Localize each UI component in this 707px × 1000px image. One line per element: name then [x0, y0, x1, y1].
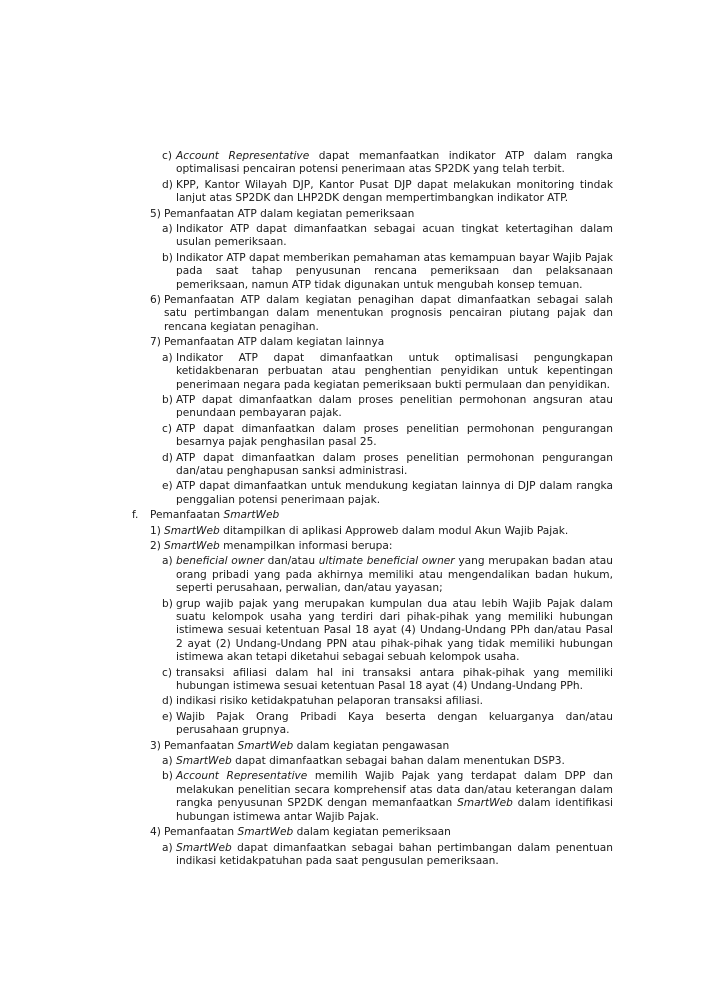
- list-marker: d): [162, 451, 173, 464]
- list-item: [0, 179, 707, 206]
- list-item-text: transaksi afiliasi dalam hal ini transaksi antara pihak-pihak yang memiliki hubungan istimewa sesuai ketentuan Pasal 18 ayat (4) Undang-Undang PPh.: [176, 666, 613, 693]
- list-item: [0, 394, 707, 421]
- list-item: [0, 695, 707, 708]
- list-item-text: ATP dapat dimanfaatkan dalam proses penelitian permohonan angsuran atau penundaan pembayaran pajak.: [176, 393, 613, 420]
- list-item: [0, 598, 707, 665]
- list-marker: 1): [150, 524, 161, 537]
- list-marker: a): [162, 223, 173, 236]
- list-item: [0, 667, 707, 694]
- list-item-text: KPP, Kantor Wilayah DJP, Kantor Pusat DJP dapat melakukan monitoring tindak lanjut atas SP2DK dan LHP2DK dengan mempertimbangkan indikator ATP.: [176, 178, 613, 205]
- list-item: [0, 755, 707, 768]
- list-marker: 5): [150, 207, 161, 220]
- list-item: [0, 555, 707, 595]
- list-item-text: Pemanfaatan ATP dalam kegiatan penagihan dapat dimanfaatkan sebagai salah satu pertimbangan dalam menentukan prognosis pencairan piutang pajak dan rencana kegiatan penagihan.: [164, 294, 613, 333]
- list-marker: d): [162, 695, 173, 708]
- list-item: [0, 509, 707, 522]
- list-marker: c): [162, 666, 172, 679]
- list-marker: 4): [150, 826, 161, 839]
- list-item: [0, 770, 707, 824]
- list-marker: b): [162, 393, 173, 406]
- list-marker: a): [162, 755, 173, 768]
- list-item: [0, 525, 707, 538]
- list-item-text: ATP dapat dimanfaatkan dalam proses penelitian permohonan pengurangan dan/atau penghapusan sanksi administrasi.: [176, 451, 613, 477]
- list-marker: 2): [150, 539, 161, 552]
- list-item-text: SmartWeb ditampilkan di aplikasi Approweb dalam modul Akun Wajib Pajak.: [164, 524, 569, 537]
- list-item: [0, 711, 707, 738]
- list-item: [0, 208, 707, 221]
- list-item: [0, 423, 707, 450]
- list-marker: b): [162, 597, 173, 610]
- list-item-text: beneficial owner dan/atau ultimate beneficial owner yang merupakan badan atau orang pribadi yang pada akhirnya memiliki atau mengendalikan badan hukum, seperti perusahaan, perwalian, dan/atau yayasan;: [176, 555, 613, 595]
- list-item: [0, 150, 707, 177]
- list-item-text: ATP dapat dimanfaatkan dalam proses penelitian permohonan pengurangan besarnya pajak penghasilan pasal 25.: [176, 422, 613, 449]
- list-item-text: Indikator ATP dapat memberikan pemahaman atas kemampuan bayar Wajib Pajak pada saat tahap penyusunan rencana pemeriksaan dan pelaksanaan pemeriksaan, namun ATP tidak digunakan untuk mengubah konsep temuan.: [176, 251, 613, 291]
- list-marker: a): [162, 841, 173, 854]
- list-item-text: Pemanfaatan SmartWeb: [150, 509, 280, 522]
- list-marker: c): [162, 150, 172, 162]
- list-item-text: SmartWeb dapat dimanfaatkan sebagai bahan pertimbangan dalam penentuan indikasi ketidakpatuhan pada saat pengusulan pemeriksaan.: [176, 841, 613, 867]
- list-marker: 3): [150, 739, 161, 752]
- list-marker: c): [162, 422, 172, 435]
- list-marker: e): [162, 710, 173, 723]
- list-item: [0, 842, 707, 869]
- list-marker: a): [162, 555, 173, 568]
- list-item-text: Pemanfaatan SmartWeb dalam kegiatan pemeriksaan: [164, 826, 451, 839]
- list-item: [0, 223, 707, 250]
- list-marker: a): [162, 351, 173, 364]
- list-item: [0, 452, 707, 479]
- list-item-text: Pemanfaatan ATP dalam kegiatan pemeriksaan: [164, 207, 415, 220]
- list-item-text: Account Representative memilih Wajib Pajak yang terdapat dalam DPP dan melakukan penelitian secara komprehensif atas data dan/atau keterangan dalam rangka penyusunan SP2DK dengan memanfaatkan SmartWeb dalam identifikasi hubungan istimewa antar Wajib Pajak.: [176, 770, 613, 823]
- list-marker: e): [162, 480, 173, 493]
- list-marker: b): [162, 251, 173, 264]
- list-item-text: Pemanfaatan SmartWeb dalam kegiatan pengawasan: [164, 739, 450, 752]
- list-item-text: Wajib Pajak Orang Pribadi Kaya beserta dengan keluarganya dan/atau perusahaan grupnya.: [176, 710, 613, 737]
- list-item-text: SmartWeb dapat dimanfaatkan sebagai bahan dalam menentukan DSP3.: [176, 755, 565, 768]
- document-page: [0, 150, 707, 868]
- list-item-text: Indikator ATP dapat dimanfaatkan sebagai acuan tingkat ketertagihan dalam usulan pemeriksaan.: [176, 223, 613, 249]
- list-item: [0, 336, 707, 349]
- list-item: [0, 252, 707, 292]
- list-item: [0, 294, 707, 334]
- list-marker: 7): [150, 336, 161, 349]
- list-marker: b): [162, 770, 173, 783]
- list-item: [0, 540, 707, 553]
- list-marker: 6): [150, 294, 161, 307]
- list-item-text: grup wajib pajak yang merupakan kumpulan dua atau lebih Wajib Pajak dalam suatu kelompok usaha yang terdiri dari pihak-pihak yang memiliki hubungan istimewa sesuai ketentuan Pasal 18 ayat (4) Undang-Undang PPh dan/atau Pasal 2 ayat (2) Undang-Undang PPN atau pihak-pihak yang tidak memiliki hubungan istimewa akan tetapi diketahui sebagai sebuah kelompok usaha.: [176, 597, 613, 664]
- list-item: [0, 480, 707, 507]
- list-item-text: Account Representative dapat memanfaatkan indikator ATP dalam rangka optimalisasi pencairan potensi penerimaan atas SP2DK yang telah terbit.: [176, 150, 613, 176]
- list-item: [0, 826, 707, 839]
- list-item-text: Pemanfaatan ATP dalam kegiatan lainnya: [164, 336, 385, 349]
- list-item: [0, 740, 707, 753]
- list-marker: f.: [132, 509, 139, 522]
- list-item-text: ATP dapat dimanfaatkan untuk mendukung kegiatan lainnya di DJP dalam rangka penggalian potensi penerimaan pajak.: [176, 480, 613, 506]
- list-marker: d): [162, 178, 173, 191]
- list-item-text: SmartWeb menampilkan informasi berupa:: [164, 539, 393, 552]
- list-item-text: indikasi risiko ketidakpatuhan pelaporan transaksi afiliasi.: [176, 695, 483, 708]
- list-item: [0, 352, 707, 392]
- list-item-text: Indikator ATP dapat dimanfaatkan untuk optimalisasi pengungkapan ketidakbenaran perbuatan atau penghentian penyidikan untuk kepentingan penerimaan negara pada kegiatan pemeriksaan bukti permulaan dan penyidikan.: [176, 351, 613, 391]
